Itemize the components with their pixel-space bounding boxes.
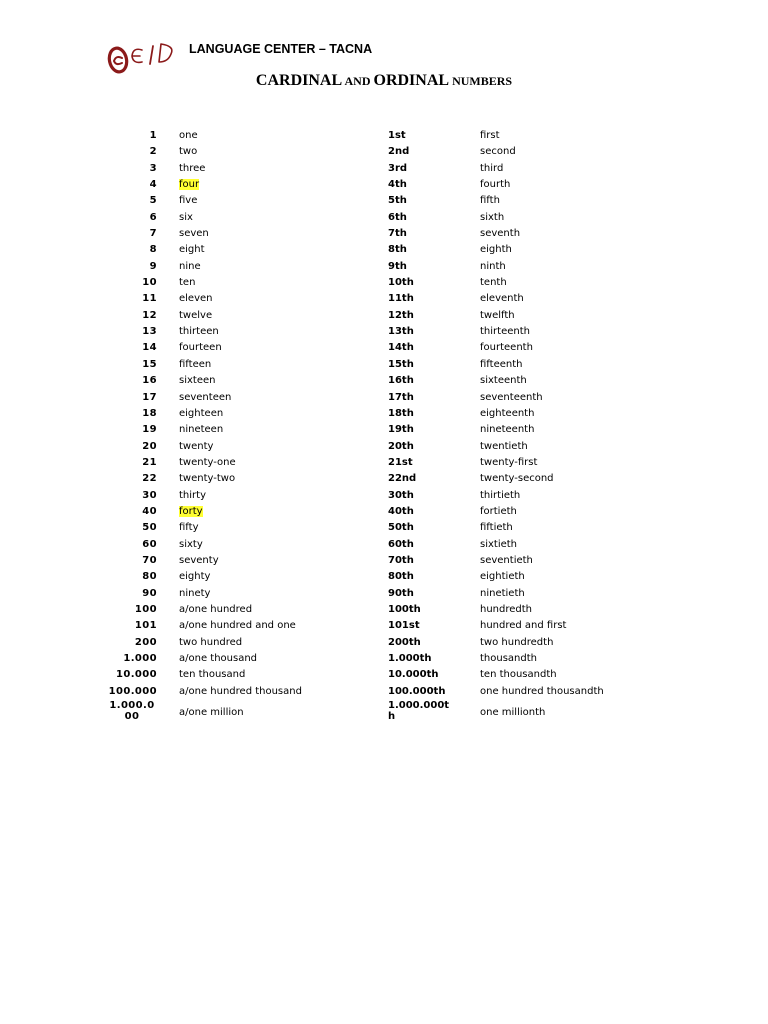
cardinal-number: 70	[142, 554, 157, 566]
table-row	[0, 210, 768, 226]
table-row	[0, 635, 768, 651]
table-row	[0, 144, 768, 160]
cardinal-number: 100	[134, 603, 157, 615]
table-row	[0, 128, 768, 144]
ordinal-number: 80th	[388, 571, 414, 583]
cardinal-number: 9	[149, 260, 157, 272]
ordinal-number: 14th	[388, 342, 414, 354]
ordinal-number: 60th	[388, 538, 414, 550]
cardinal-number: 21	[142, 456, 157, 468]
ordinal-word: sixteenth	[480, 375, 527, 387]
cardinal-number: 90	[142, 587, 157, 599]
cardinal-word: a/one hundred	[179, 603, 253, 615]
table-row	[0, 226, 768, 242]
ordinal-number: 18th	[388, 407, 414, 419]
ordinal-number: 50th	[388, 522, 414, 534]
cardinal-word: twelve	[179, 309, 213, 321]
cardinal-number: 2	[149, 146, 157, 158]
ordinal-number: 30th	[388, 489, 414, 501]
ordinal-word: fortieth	[480, 505, 517, 517]
cardinal-word: five	[179, 195, 198, 207]
cardinal-number: 20	[142, 440, 157, 452]
cardinal-number: 1.000.000	[109, 700, 155, 723]
cardinal-number: 15	[142, 358, 157, 370]
cardinal-word: fifteen	[179, 358, 212, 370]
table-row	[0, 700, 768, 726]
ordinal-word: twenty-second	[480, 473, 554, 485]
ordinal-number: 20th	[388, 440, 414, 452]
table-row	[0, 537, 768, 553]
cardinal-number: 16	[142, 375, 157, 387]
cardinal-word: six	[179, 211, 193, 223]
table-row	[0, 193, 768, 209]
cardinal-number: 11	[142, 293, 157, 305]
table-row	[0, 504, 768, 520]
ordinal-word: seventh	[480, 228, 521, 240]
ordinal-word: seventeenth	[480, 391, 543, 403]
cardinal-number: 17	[142, 391, 157, 403]
cardinal-word: twenty-two	[179, 473, 236, 485]
table-row	[0, 422, 768, 438]
ordinal-number: 12th	[388, 309, 414, 321]
cardinal-word: ten thousand	[179, 669, 246, 681]
cardinal-word: nine	[179, 260, 201, 272]
ordinal-word: nineteenth	[480, 424, 535, 436]
cardinal-number: 5	[149, 195, 157, 207]
ordinal-word: twenty-first	[480, 456, 538, 468]
ordinal-word: seventieth	[480, 554, 533, 566]
cardinal-number: 1.000	[123, 653, 157, 664]
cardinal-word: two	[179, 146, 198, 158]
table-row	[0, 177, 768, 193]
cardinal-word: eight	[179, 244, 205, 256]
cardinal-word: fourteen	[179, 342, 222, 354]
ordinal-word: one millionth	[480, 707, 546, 719]
cardinal-number: 18	[142, 407, 157, 419]
cardinal-number: 6	[149, 211, 157, 223]
ordinal-number: 15th	[388, 358, 414, 370]
cardinal-word: sixteen	[179, 375, 216, 387]
table-row	[0, 602, 768, 618]
ordinal-number: 10th	[388, 277, 414, 289]
ordinal-word: thousandth	[480, 653, 537, 664]
ordinal-word: twentieth	[480, 440, 528, 452]
highlighted-word: forty	[179, 505, 203, 517]
ordinal-number: 5th	[388, 195, 407, 207]
ordinal-number: 1.000th	[388, 653, 432, 664]
cardinal-number: 50	[142, 522, 157, 534]
table-row	[0, 406, 768, 422]
ordinal-word: thirteenth	[480, 326, 530, 338]
ordinal-number: 19th	[388, 424, 414, 436]
ordinal-word: eleventh	[480, 293, 524, 305]
ordinal-number: 40th	[388, 505, 414, 517]
table-row	[0, 667, 768, 683]
cardinal-word: one	[179, 130, 198, 141]
cardinal-word: twenty-one	[179, 456, 236, 468]
cardinal-number: 10.000	[116, 669, 157, 681]
table-row	[0, 651, 768, 667]
ordinal-number: 7th	[388, 228, 407, 240]
ordinal-word: two hundredth	[480, 636, 554, 648]
ordinal-word: hundred and first	[480, 620, 567, 632]
table-row	[0, 275, 768, 291]
table-row	[0, 357, 768, 373]
ordinal-number: 100.000th	[388, 685, 446, 697]
ordinal-number: 22nd	[388, 473, 417, 485]
ordinal-number: 16th	[388, 375, 414, 387]
cardinal-number: 7	[149, 228, 157, 240]
cardinal-number: 14	[142, 342, 157, 354]
table-row	[0, 439, 768, 455]
cardinal-word: seventeen	[179, 391, 232, 403]
ordinal-number: 17th	[388, 391, 414, 403]
table-row	[0, 308, 768, 324]
ordinal-word: ten thousandth	[480, 669, 557, 681]
title-numbers: NUMBERS	[449, 74, 513, 88]
title-cardinal: CARDINAL	[255, 72, 343, 89]
table-row	[0, 161, 768, 177]
highlighted-word: four	[179, 179, 200, 191]
cardinal-word	[179, 179, 199, 190]
cardinal-word: twenty	[179, 440, 214, 452]
ordinal-number: 8th	[388, 244, 407, 256]
ordinal-number: 10.000th	[388, 669, 439, 681]
ordinal-word: ninth	[480, 260, 506, 272]
ordinal-word: fiftieth	[480, 522, 513, 534]
cardinal-number: 13	[142, 326, 157, 338]
table-row	[0, 259, 768, 275]
cardinal-number: 3	[149, 162, 157, 174]
table-row	[0, 242, 768, 258]
cardinal-number: 60	[142, 538, 157, 550]
ordinal-number: 2nd	[388, 146, 410, 158]
ordinal-word: fifth	[480, 195, 500, 207]
cardinal-number: 4	[149, 179, 157, 191]
title-and: AND	[342, 74, 374, 88]
center-name: LANGUAGE CENTER – TACNA	[189, 42, 373, 56]
ordinal-number: 70th	[388, 554, 414, 566]
table-row	[0, 553, 768, 569]
ordinal-number: 101st	[388, 620, 420, 632]
cardinal-number: 22	[142, 473, 157, 485]
ordinal-word: thirtieth	[480, 489, 521, 501]
table-row	[0, 340, 768, 356]
cardinal-number: 101	[134, 620, 157, 632]
ordinal-word: eighth	[480, 244, 512, 256]
ordinal-number: 200th	[388, 636, 421, 648]
cardinal-number: 8	[149, 244, 157, 256]
cardinal-word: a/one thousand	[179, 653, 258, 664]
cardinal-number: 12	[142, 309, 157, 321]
ordinal-word: hundredth	[480, 603, 533, 615]
table-row	[0, 390, 768, 406]
cardinal-word	[179, 506, 203, 517]
ordinal-number: 21st	[388, 456, 413, 468]
cardinal-number: 100.000	[108, 685, 157, 697]
cardinal-word: thirteen	[179, 326, 219, 338]
cardinal-word: two hundred	[179, 636, 243, 648]
ordinal-number: 100th	[388, 603, 421, 615]
cardinal-number: 1	[149, 130, 157, 141]
table-row	[0, 520, 768, 536]
ordinal-word: fifteenth	[480, 358, 523, 370]
ordinal-number: 3rd	[388, 162, 408, 174]
ordinal-number: 1st	[388, 130, 406, 141]
table-row	[0, 569, 768, 585]
title-ordinal: ORDINAL	[373, 72, 450, 89]
ordinal-word: twelfth	[480, 309, 515, 321]
cardinal-number: 19	[142, 424, 157, 436]
ordinal-number: 9th	[388, 260, 407, 272]
cardinal-word: fifty	[179, 522, 199, 534]
cardinal-number: 40	[142, 505, 157, 517]
table-row	[0, 291, 768, 307]
table-row	[0, 324, 768, 340]
cardinal-word: sixty	[179, 538, 203, 550]
ordinal-word: third	[480, 162, 504, 174]
ordinal-word: ninetieth	[480, 587, 525, 599]
ordinal-word: first	[480, 130, 500, 141]
cardinal-word: a/one hundred and one	[179, 620, 296, 632]
cardinal-number: 200	[134, 636, 157, 648]
cardinal-word: a/one million	[179, 707, 244, 719]
cardinal-number: 80	[142, 571, 157, 583]
cardinal-word: eighteen	[179, 407, 224, 419]
table-row	[0, 488, 768, 504]
ordinal-word: fourth	[480, 179, 511, 191]
ordinal-number: 6th	[388, 211, 407, 223]
ordinal-number: 1.000.000th	[388, 700, 450, 723]
ordinal-word: sixth	[480, 211, 505, 223]
table-row	[0, 455, 768, 471]
cardinal-word: ten	[179, 277, 196, 289]
ordinal-word: sixtieth	[480, 538, 518, 550]
cardinal-word: eleven	[179, 293, 213, 305]
cardinal-word: a/one hundred thousand	[179, 685, 302, 697]
cardinal-word: seventy	[179, 554, 219, 566]
table-row	[0, 586, 768, 602]
ordinal-word: eightieth	[480, 571, 525, 583]
ordinal-word: second	[480, 146, 516, 158]
cardinal-word: three	[179, 162, 206, 174]
ordinal-number: 90th	[388, 587, 414, 599]
table-row	[0, 471, 768, 487]
ordinal-number: 13th	[388, 326, 414, 338]
cardinal-word: ninety	[179, 587, 211, 599]
ordinal-word: tenth	[480, 277, 507, 289]
cardinal-number: 10	[142, 277, 157, 289]
ordinal-word: fourteenth	[480, 342, 533, 354]
ordinal-word: one hundred thousandth	[480, 685, 604, 697]
ordinal-number: 4th	[388, 179, 407, 191]
table-row	[0, 618, 768, 634]
ordinal-word: eighteenth	[480, 407, 535, 419]
page-title	[0, 72, 768, 90]
table-row	[0, 684, 768, 700]
table-row	[0, 373, 768, 389]
ordinal-number: 11th	[388, 293, 414, 305]
cardinal-word: seven	[179, 228, 209, 240]
cardinal-word: eighty	[179, 571, 211, 583]
numbers-table	[0, 128, 768, 726]
cardinal-word: nineteen	[179, 424, 224, 436]
cardinal-number: 30	[142, 489, 157, 501]
cardinal-word: thirty	[179, 489, 206, 501]
